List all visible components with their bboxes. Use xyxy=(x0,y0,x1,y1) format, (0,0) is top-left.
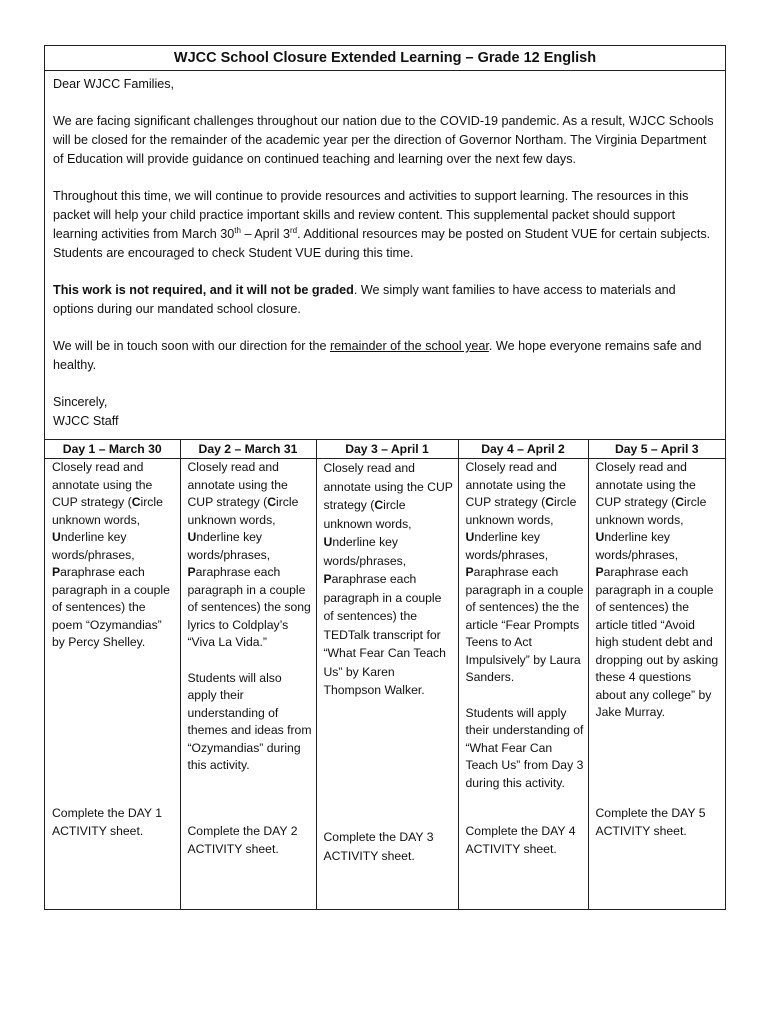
day-5-complete: Complete the DAY 5 ACTIVITY sheet. xyxy=(595,806,706,838)
day-4-complete: Complete the DAY 4 ACTIVITY sheet. xyxy=(465,824,576,856)
letter-paragraph-1: We are facing significant challenges throughout our nation due to the COVID-19 pandemic. As a result, WJCC Schools will be closed for the remainder of the academic year per the direction of Governor Northam. The Virginia Department of Education will provide guidance on continued teaching and learning over the next few days. xyxy=(53,114,714,166)
day-4-extra-note: Students will apply their understanding of “What Fear Can Teach Us” from Day 3 during this activity. xyxy=(465,705,584,790)
day-4-header: Day 4 – April 2 xyxy=(458,440,588,459)
day-5-instructions: Closely read and annotate using the CUP strategy (Circle unknown words, Underline key words/phrases, Paraphrase each paragraph in a couple of sentences) the article titled “Avoid high student debt and dropping out by asking these 4 questions about any college” by Jake Murray. xyxy=(595,460,719,719)
letter-paragraph-2: Throughout this time, we will continue to provide resources and activities to support learning. The resources in this packet will help your child practice important skills and review content. This supplemental packet should support learning activities from March 30th – April 3rd. Additional resources may be posted on Student VUE for certain subjects. Students are encouraged to check Student VUE during this time. xyxy=(53,189,711,260)
day-4-cell xyxy=(459,459,588,909)
day-3-instructions: Closely read and annotate using the CUP strategy (Circle unknown words, Underline key words/phrases, Paraphrase each paragraph in a couple of sentences) the TEDTalk transcript for “What Fear Can Teach Us” by Karen Thompson Walker. xyxy=(323,461,453,697)
school-year-link[interactable]: remainder of the school year xyxy=(329,339,489,353)
schedule-body-row xyxy=(45,459,725,910)
day-2-complete: Complete the DAY 2 ACTIVITY sheet. xyxy=(187,824,298,856)
letter-paragraph-3: This work is not required, and it will not be graded. We simply want families to have access to materials and options during our mandated school closure. xyxy=(53,283,676,316)
day-1-instructions: Closely read and annotate using the CUP strategy (Circle unknown words, Underline key words/phrases, Paraphrase each paragraph in a couple of sentences) the poem “Ozymandias” by Percy Shelley. xyxy=(52,460,170,649)
day-3-complete: Complete the DAY 3 ACTIVITY sheet. xyxy=(323,830,434,863)
day-3-cell xyxy=(317,459,458,909)
schedule-table xyxy=(45,439,725,909)
day-4-instructions: Closely read and annotate using the CUP strategy (Circle unknown words, Underline key words/phrases, Paraphrase each paragraph in a couple of sentences) the the article “Fear Prompts Teens to Act Impulsively” by Laura Sanders. xyxy=(465,460,584,684)
day-5-header: Day 5 – April 3 xyxy=(588,440,725,459)
day-2-extra-note: Students will also apply their understanding of themes and ideas from “Ozymandias” during this activity. xyxy=(187,670,312,772)
day-2-header: Day 2 – March 31 xyxy=(180,440,316,459)
letter-greeting: Dear WJCC Families, xyxy=(53,77,175,91)
not-graded-notice: This work is not required, and it will not be graded xyxy=(53,283,354,297)
letter-paragraph-4: We will be in touch soon with our direction for the remainder of the school year. We hope everyone remains safe and healthy. xyxy=(53,339,702,372)
day-3-header: Day 3 – April 1 xyxy=(316,440,458,459)
letter-closing: Sincerely, WJCC Staff xyxy=(53,395,119,428)
letter-signature: WJCC Staff xyxy=(53,414,119,428)
day-1-header: Day 1 – March 30 xyxy=(45,440,180,459)
day-2-cell xyxy=(181,459,316,909)
schedule-header-row xyxy=(45,440,725,459)
day-5-cell xyxy=(589,459,726,909)
document-title: WJCC School Closure Extended Learning – Grade 12 English xyxy=(45,46,725,71)
day-1-complete: Complete the DAY 1 ACTIVITY sheet. xyxy=(52,806,162,838)
day-1-cell xyxy=(45,459,180,909)
letter-section xyxy=(45,71,725,439)
day-2-instructions: Closely read and annotate using the CUP strategy (Circle unknown words, Underline key words/phrases, Paraphrase each paragraph in a couple of sentences) the song lyrics to Coldplay’s “Viva La Vida.” xyxy=(187,460,311,649)
document-page xyxy=(44,45,726,910)
